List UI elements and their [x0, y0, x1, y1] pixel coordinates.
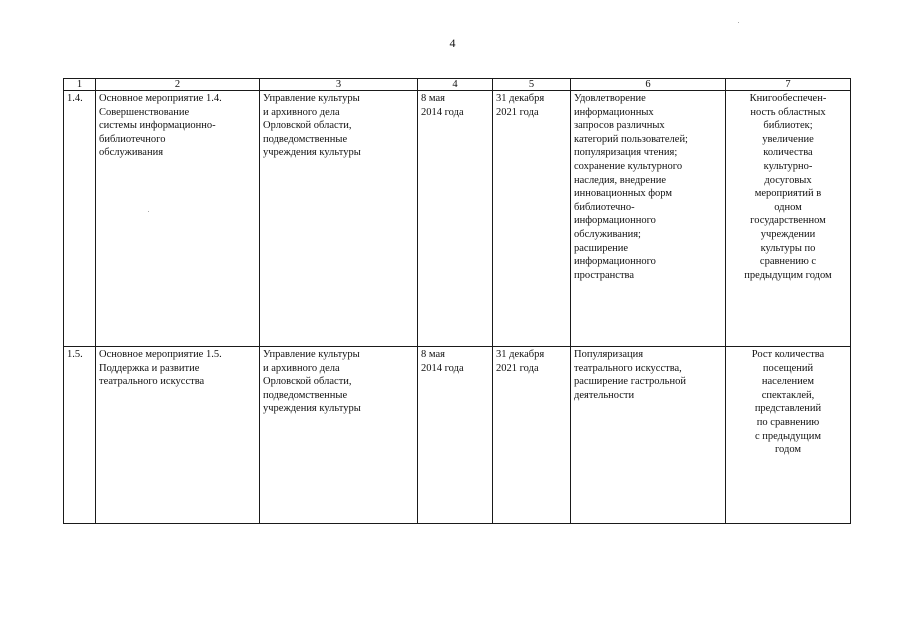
executor-line: учреждения культуры [263, 403, 361, 415]
executor-line: Орловской области, [263, 376, 352, 388]
column-number-header: 1 [64, 79, 96, 91]
indicator-line: государственном [750, 215, 826, 227]
result-line: сохранение культурного [574, 160, 683, 172]
indicator-line: представлений [754, 403, 822, 415]
indicator-line: Рост количества [751, 349, 825, 360]
start-date-line: 2014 года [421, 362, 464, 374]
event-cell [96, 347, 260, 524]
result-cell [571, 91, 726, 347]
indicator-line: Книгообеспечен- [749, 93, 827, 104]
result-line: запросов различных [574, 120, 665, 132]
indicator-line: посещений [762, 362, 814, 374]
event-line: Основное мероприятие 1.5. [99, 349, 222, 360]
indicator-line: культуры по [760, 242, 816, 254]
indicator-line: одном [774, 201, 802, 213]
indicator-line: сравнению с [759, 256, 817, 268]
result-line: деятельности [574, 389, 635, 401]
row-number: 1.4. [64, 91, 96, 347]
result-line: информационных [574, 106, 654, 118]
column-result-header: 6 [571, 79, 726, 91]
scan-speck [738, 22, 739, 23]
indicator-line: с предыдущим [754, 430, 821, 442]
indicator-line: ность областных [750, 106, 826, 118]
end-date-cell [493, 91, 571, 347]
indicator-line: предыдущим годом [744, 269, 832, 281]
result-line: Удовлетворение [574, 93, 646, 104]
column-start-header: 4 [418, 79, 493, 91]
result-line: инновационных форм [574, 188, 673, 200]
indicator-cell [726, 91, 851, 347]
table-header-row [64, 79, 851, 91]
end-date-line: 31 декабря [496, 93, 545, 104]
end-date-cell [493, 347, 571, 524]
end-date-line: 31 декабря [496, 349, 545, 360]
event-line: Совершенствование [99, 106, 190, 118]
executor-line: и архивного дела [263, 106, 340, 118]
result-line: категорий пользователей; [574, 133, 688, 145]
result-line: Популяризация [574, 349, 644, 360]
column-indicator-header: 7 [726, 79, 851, 91]
executor-line: учреждения культуры [263, 147, 361, 159]
event-cell [96, 91, 260, 347]
executor-line: Управление культуры [263, 93, 360, 104]
executor-cell [260, 347, 418, 524]
indicator-line: культурно- [763, 160, 813, 172]
indicator-line: спектаклей, [761, 389, 815, 401]
executor-line: Орловской области, [263, 120, 352, 132]
indicator-line: годом [774, 444, 802, 456]
table-row [64, 91, 851, 347]
indicator-line: досуговых [764, 174, 812, 186]
indicator-line: населением [761, 376, 815, 388]
start-date-line: 2014 года [421, 106, 464, 118]
indicator-line: количества [763, 147, 813, 159]
executor-line: Управление культуры [263, 349, 360, 360]
start-date-line: 8 мая [421, 349, 445, 360]
executor-line: подведомственные [263, 133, 348, 145]
indicator-cell [726, 347, 851, 524]
indicator-line: мероприятий в [754, 188, 822, 200]
result-line: популяризация чтения; [574, 147, 678, 159]
event-line: Поддержка и развитие [99, 362, 200, 374]
column-end-header: 5 [493, 79, 571, 91]
event-line: библиотечного [99, 133, 166, 145]
result-line: театрального искусства, [574, 362, 682, 374]
start-date-cell [418, 91, 493, 347]
table-row [64, 347, 851, 524]
result-cell [571, 347, 726, 524]
result-line: расширение [574, 242, 629, 254]
result-line: пространства [574, 269, 635, 281]
result-line: наследия, внедрение [574, 174, 666, 186]
executor-line: подведомственные [263, 389, 348, 401]
column-event-header: 2 [96, 79, 260, 91]
row-number: 1.5. [64, 347, 96, 524]
start-date-line: 8 мая [421, 93, 445, 104]
scan-speck [148, 211, 149, 212]
event-line: театрального искусства [99, 376, 205, 388]
result-line: информационного [574, 256, 656, 268]
indicator-line: учреждении [760, 228, 816, 240]
end-date-line: 2021 года [496, 106, 539, 118]
executor-line: и архивного дела [263, 362, 340, 374]
result-line: расширение гастрольной [574, 376, 686, 388]
page-number: 4 [449, 36, 456, 50]
column-executor-header: 3 [260, 79, 418, 91]
start-date-cell [418, 347, 493, 524]
activities-table [63, 78, 851, 524]
event-line: обслуживания [99, 147, 164, 159]
indicator-line: по сравнению [756, 416, 820, 428]
executor-cell [260, 91, 418, 347]
result-line: библиотечно- [574, 201, 635, 213]
result-line: обслуживания; [574, 228, 641, 240]
indicator-line: увеличение [762, 133, 814, 145]
result-line: информационного [574, 215, 656, 227]
end-date-line: 2021 года [496, 362, 539, 374]
event-line: Основное мероприятие 1.4. [99, 93, 222, 104]
indicator-line: библиотек; [763, 120, 813, 132]
event-line: системы информационно- [99, 120, 216, 132]
